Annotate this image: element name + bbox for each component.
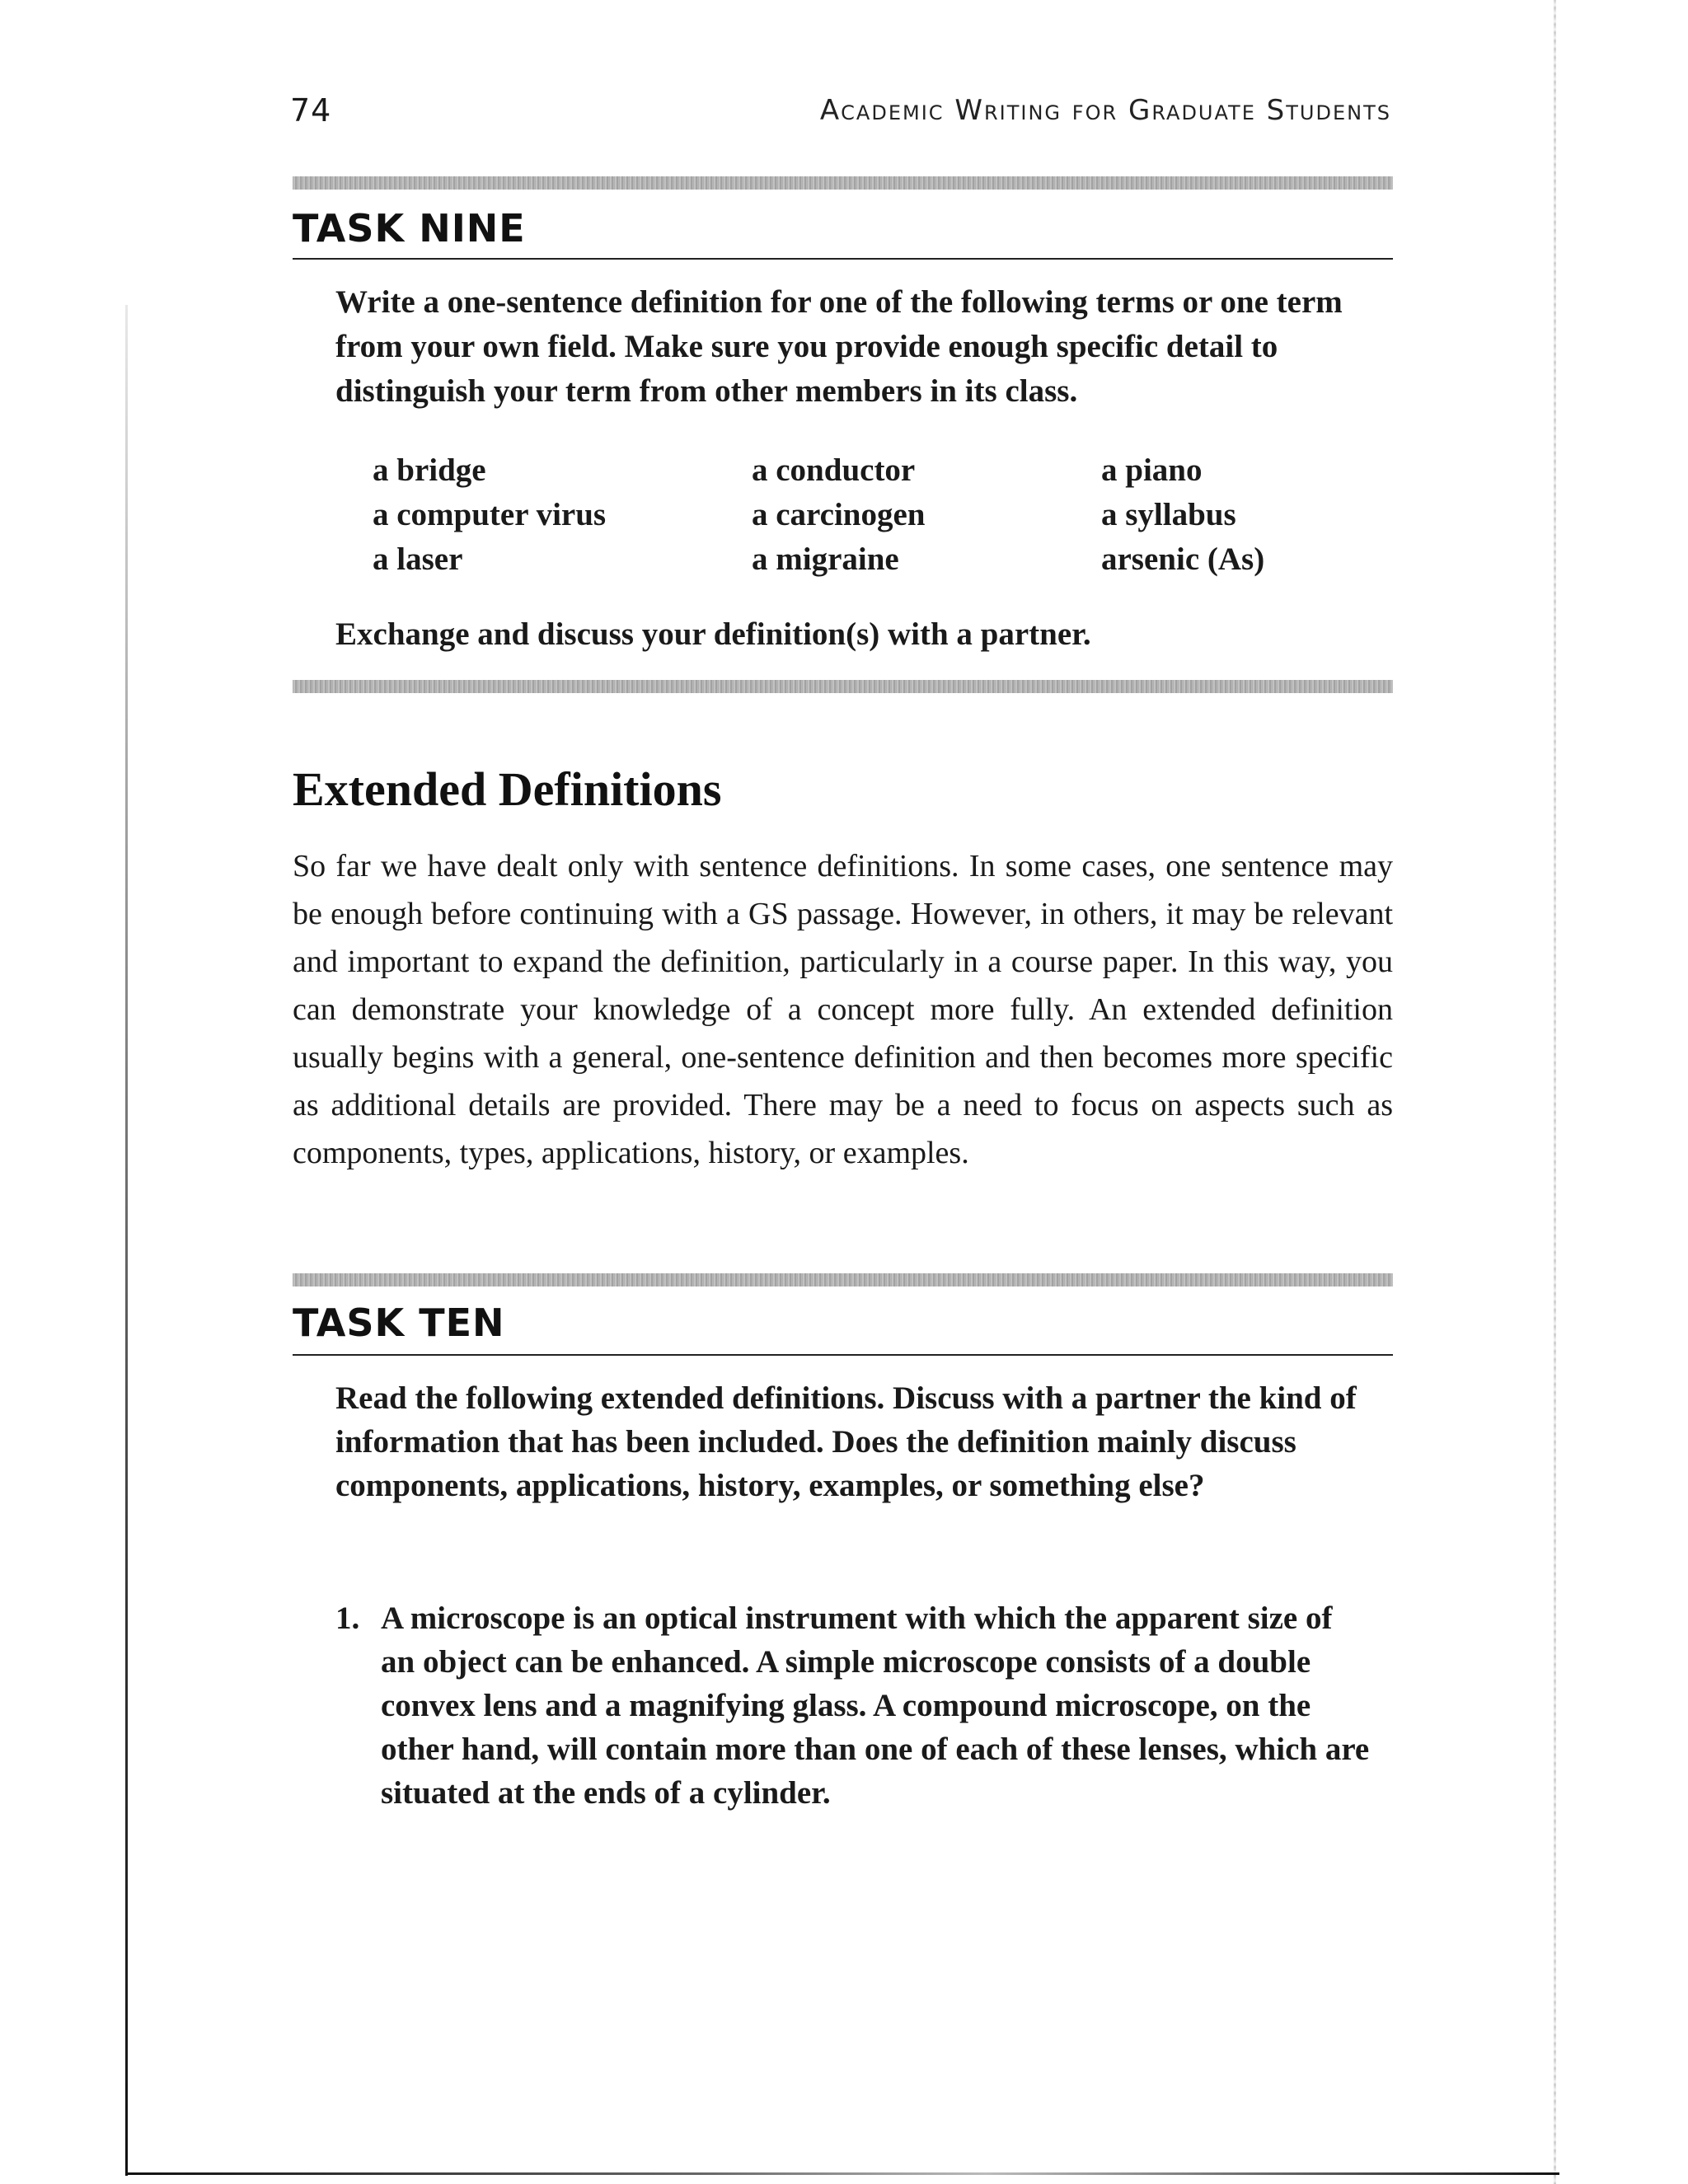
task-nine-rule — [293, 258, 1393, 260]
list-item-number: 1. — [335, 1601, 360, 1636]
page-edge-bottom — [125, 2172, 1559, 2175]
task-nine-top-bar — [293, 176, 1393, 190]
term-item: a computer virus — [373, 497, 607, 532]
task-nine-instructions: Write a one-sentence definition for one of the following terms or one term from your own field. Make sure you provide enough specific detail to distinguish your term from other members in its class. — [335, 284, 1343, 409]
term-item: a piano — [1101, 452, 1203, 488]
term-item: a bridge — [373, 452, 486, 488]
term-item: a laser — [373, 541, 463, 577]
list-item — [335, 1596, 1374, 1815]
task-ten-rule — [293, 1354, 1393, 1356]
term-item: a syllabus — [1101, 497, 1236, 532]
task-nine-closing: Exchange and discuss your definition(s) with a partner. — [335, 616, 1091, 652]
page-edge-right — [1554, 0, 1556, 2184]
term-item: a migraine — [752, 541, 899, 577]
term-item: arsenic (As) — [1101, 541, 1265, 577]
task-nine-bottom-bar — [293, 680, 1393, 693]
task-ten-top-bar — [293, 1273, 1393, 1286]
page-number: 74 — [290, 92, 332, 129]
section-body: So far we have dealt only with sentence definitions. In some cases, one sentence may be enough before continuing with a GS passage. However, in others, it may be relevant and important to expand the definition, particularly in a course paper. In this way, you can demonstrate your knowledge of a concept more fully. An extended definition usually begins with a general, one-sentence definition and then becomes more specific as additional details are provided. There may be a need to focus on aspects such as components, types, applications, history, or examples. — [293, 849, 1393, 1170]
running-title: Academic Writing for Graduate Students — [819, 94, 1391, 127]
task-nine-heading: TASK NINE — [293, 206, 526, 251]
section-heading: Extended Definitions — [293, 762, 722, 816]
list-item-text: A microscope is an optical instrument with which the apparent size of an object can be enhanced. A simple microscope consists of a double convex lens and a magnifying glass. A compound microscope, on the other hand, will contain more than one of each of these lenses, which are situated at the ends of a cylinder. — [381, 1601, 1370, 1811]
term-item: a conductor — [752, 452, 916, 488]
task-ten-heading: TASK TEN — [293, 1301, 505, 1345]
term-item: a carcinogen — [752, 497, 926, 532]
term-list — [373, 452, 1362, 585]
page-edge-left — [125, 305, 128, 2176]
task-ten-instructions: Read the following extended definitions. Discuss with a partner the kind of information that has been included. Does the definition mainly discuss components, applications, history, examples, or something else? — [335, 1380, 1357, 1503]
